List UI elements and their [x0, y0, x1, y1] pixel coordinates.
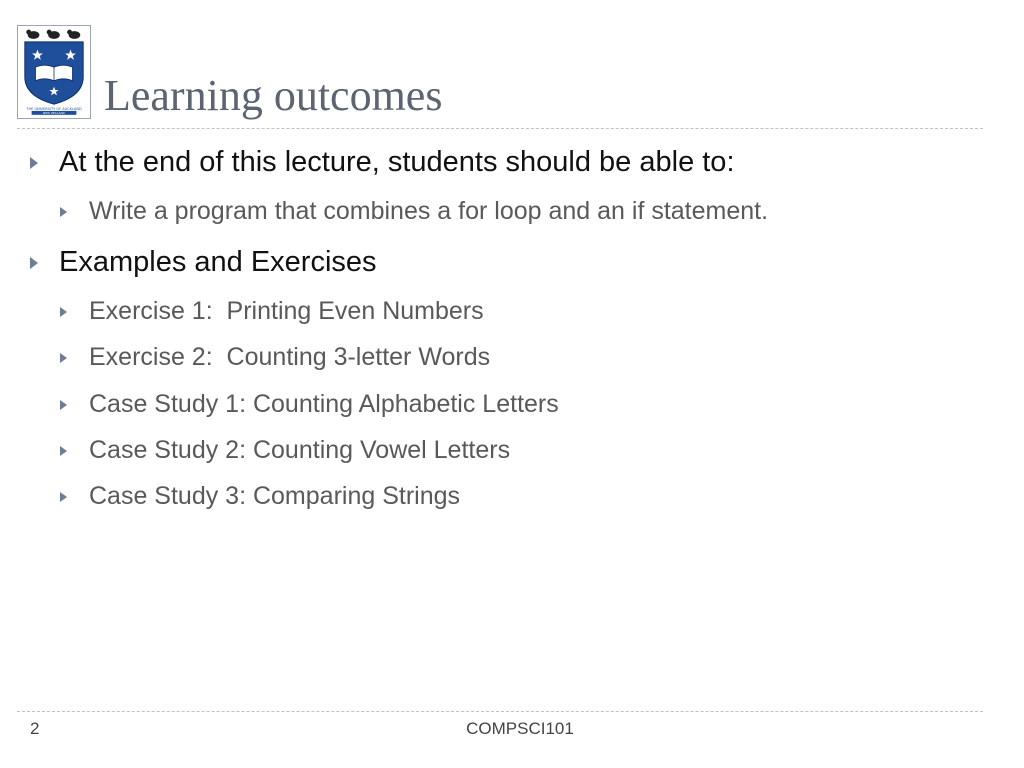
sub-bullet-item [60, 297, 484, 326]
bullet-arrow-icon [30, 157, 38, 169]
sub-bullet-text: Case Study 2: Counting Vowel Letters [89, 436, 511, 464]
bullet-arrow-icon [60, 353, 67, 363]
slide-number: 2 [30, 719, 40, 738]
bullet-item [30, 146, 735, 179]
sub-bullet-item [60, 343, 490, 372]
sub-bullet-item [60, 390, 559, 419]
sub-bullet-text: Exercise 2: Counting 3-letter Words [89, 343, 491, 371]
slide-title: Learning outcomes [104, 71, 443, 120]
svg-text:NEW ZEALAND: NEW ZEALAND [43, 110, 65, 115]
sub-bullet-text: Case Study 3: Comparing Strings [89, 482, 461, 510]
bullet-text: At the end of this lecture, students should be able to: [59, 146, 735, 178]
course-code: COMPSCI101 [466, 719, 574, 738]
bullet-arrow-icon [60, 207, 67, 217]
footer-divider [17, 711, 983, 712]
sub-bullet-item [60, 482, 460, 511]
svg-text:THE UNIVERSITY OF AUCKLAND: THE UNIVERSITY OF AUCKLAND [26, 106, 82, 111]
bullet-arrow-icon [60, 446, 67, 456]
bullet-arrow-icon [30, 257, 38, 269]
sub-bullet-text: Write a program that combines a for loop and an if statement. [89, 197, 769, 225]
sub-bullet-item [60, 436, 510, 465]
sub-bullet-item [60, 197, 768, 226]
sub-bullet-text: Exercise 1: Printing Even Numbers [89, 297, 484, 325]
bullet-arrow-icon [60, 492, 67, 502]
bullet-arrow-icon [60, 307, 67, 317]
bullet-item [30, 246, 377, 279]
sub-bullet-text: Case Study 1: Counting Alphabetic Letters [89, 390, 559, 418]
bullet-arrow-icon [60, 400, 67, 410]
bullet-text: Examples and Exercises [59, 246, 377, 278]
